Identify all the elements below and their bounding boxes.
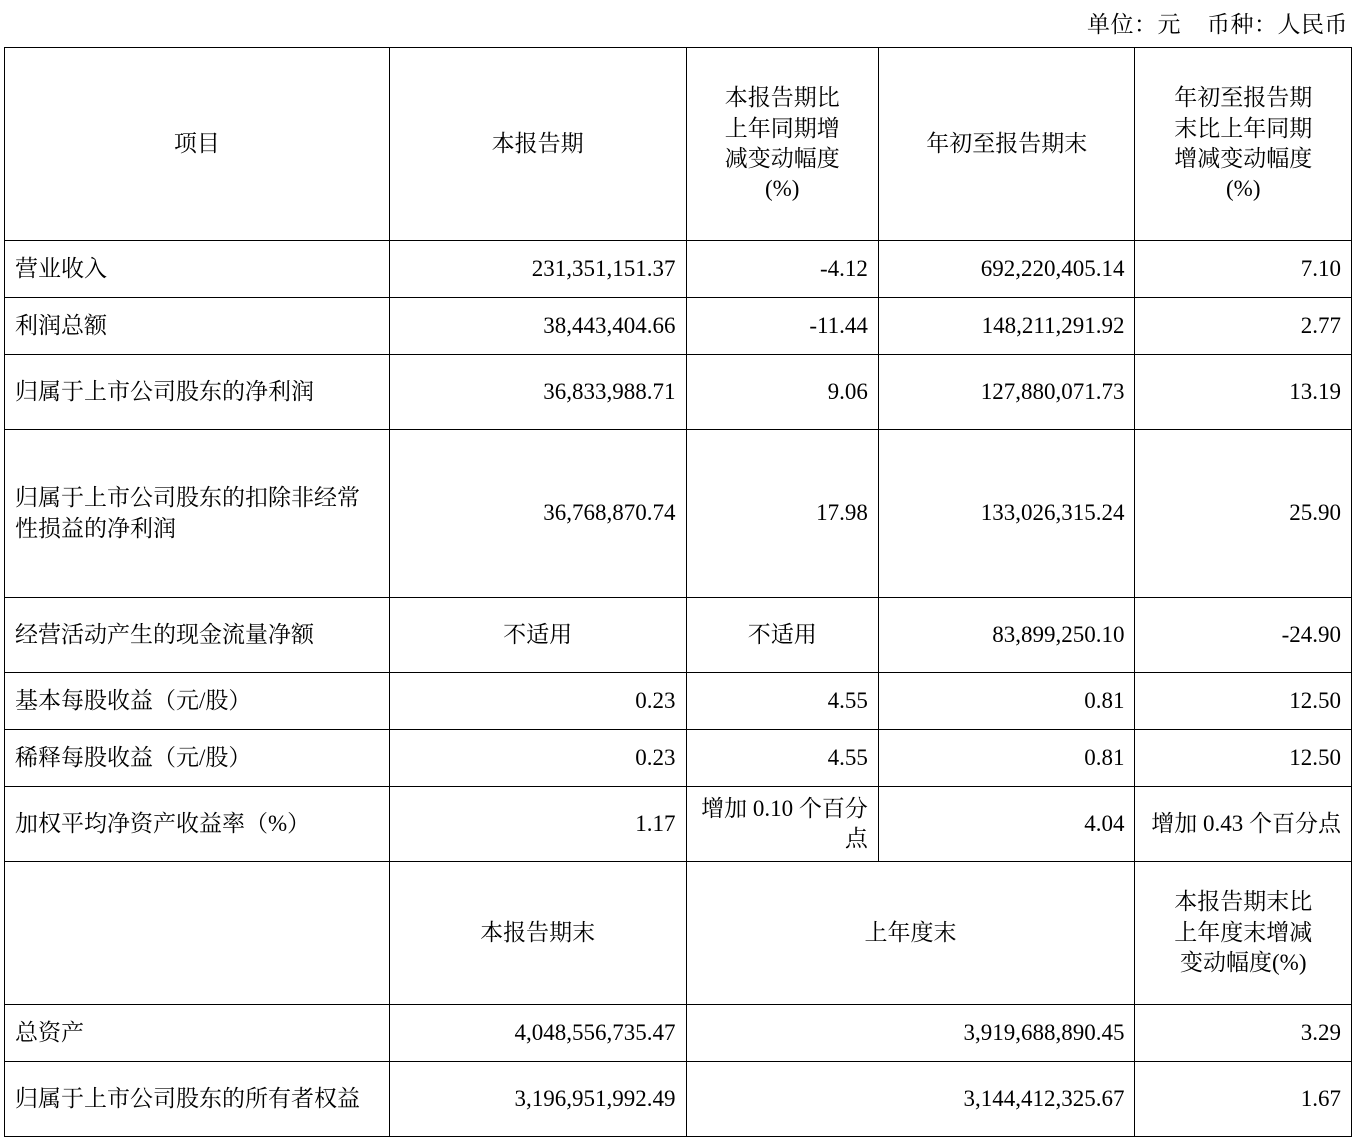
row-change-value: 1.67 (1135, 1062, 1352, 1137)
section2-header-row (5, 862, 1352, 1005)
row-item-label: 基本每股收益（元/股） (5, 673, 390, 730)
row-ytd-value: 148,211,291.92 (878, 298, 1135, 355)
table-row (5, 1062, 1352, 1137)
section2-header-last-year-end: 上年度末 (686, 862, 1135, 1005)
row-current-value: 36,833,988.71 (389, 355, 686, 430)
row-ytd-change-value: -24.90 (1135, 598, 1352, 673)
row-last-year-end-value: 3,919,688,890.45 (686, 1005, 1135, 1062)
row-last-year-end-value: 3,144,412,325.67 (686, 1062, 1135, 1137)
row-ytd-change-value: 增加 0.43 个百分点 (1135, 787, 1352, 862)
row-change-value: 4.55 (686, 673, 878, 730)
header-item: 项目 (5, 48, 390, 241)
row-ytd-change-value: 12.50 (1135, 673, 1352, 730)
row-ytd-value: 692,220,405.14 (878, 241, 1135, 298)
row-item-label: 归属于上市公司股东的扣除非经常性损益的净利润 (5, 430, 390, 598)
header-ytd-change-line-2: 末比上年同期 (1174, 115, 1313, 141)
table-row (5, 298, 1352, 355)
table-row (5, 598, 1352, 673)
row-change-value: 9.06 (686, 355, 878, 430)
header-current-change-line-4: (%) (764, 176, 800, 202)
header-ytd: 年初至报告期末 (878, 48, 1135, 241)
table-row (5, 355, 1352, 430)
currency-label: 币种：人民币 (1207, 12, 1348, 37)
row-current-value: 不适用 (389, 598, 686, 673)
row-change-value: 增加 0.10 个百分点 (686, 787, 878, 862)
row-period-end-value: 4,048,556,735.47 (389, 1005, 686, 1062)
row-current-value: 38,443,404.66 (389, 298, 686, 355)
header-ytd-change (1135, 48, 1352, 241)
header-current-change-line-1: 本报告期比 (724, 85, 840, 111)
row-item-label: 稀释每股收益（元/股） (5, 730, 390, 787)
row-ytd-change-value: 12.50 (1135, 730, 1352, 787)
row-change-value: 不适用 (686, 598, 878, 673)
table-row (5, 787, 1352, 862)
table-row (5, 430, 1352, 598)
row-change-value: -11.44 (686, 298, 878, 355)
header-ytd-change-line-4: (%) (1226, 176, 1261, 202)
header-current-change-line-2: 上年同期增 (724, 115, 840, 141)
row-current-value: 0.23 (389, 730, 686, 787)
row-ytd-value: 133,026,315.24 (878, 430, 1135, 598)
header-ytd-change-line-1: 年初至报告期 (1174, 85, 1313, 111)
row-current-value: 0.23 (389, 673, 686, 730)
row-current-value: 1.17 (389, 787, 686, 862)
table-row (5, 673, 1352, 730)
row-ytd-change-value: 13.19 (1135, 355, 1352, 430)
section2-header-period-end: 本报告期末 (389, 862, 686, 1005)
row-item-label: 利润总额 (5, 298, 390, 355)
section2-header-change-line-1: 本报告期末比 (1174, 889, 1313, 915)
table-row (5, 730, 1352, 787)
row-ytd-value: 0.81 (878, 730, 1135, 787)
unit-label: 单位：元 (1087, 12, 1181, 37)
section2-header-change-line-2: 上年度末增减 (1174, 919, 1313, 945)
row-ytd-value: 4.04 (878, 787, 1135, 862)
header-ytd-change-line-3: 增减变动幅度 (1174, 146, 1313, 171)
row-item-label: 归属于上市公司股东的所有者权益 (5, 1062, 390, 1137)
unit-note (0, 0, 1358, 47)
row-item-label: 营业收入 (5, 241, 390, 298)
row-ytd-value: 83,899,250.10 (878, 598, 1135, 673)
row-current-value: 36,768,870.74 (389, 430, 686, 598)
row-period-end-value: 3,196,951,992.49 (389, 1062, 686, 1137)
table-header-row (5, 48, 1352, 241)
row-item-label: 归属于上市公司股东的净利润 (5, 355, 390, 430)
section2-header-item (5, 862, 390, 1005)
row-change-value: 4.55 (686, 730, 878, 787)
section2-header-change-line-3: 变动幅度(%) (1180, 950, 1307, 976)
header-current-period: 本报告期 (389, 48, 686, 241)
row-ytd-value: 127,880,071.73 (878, 355, 1135, 430)
row-change-value: 17.98 (686, 430, 878, 598)
row-ytd-change-value: 7.10 (1135, 241, 1352, 298)
table-row (5, 241, 1352, 298)
row-item-label: 加权平均净资产收益率（%） (5, 787, 390, 862)
row-ytd-change-value: 2.77 (1135, 298, 1352, 355)
row-change-value: 3.29 (1135, 1005, 1352, 1062)
row-current-value: 231,351,151.37 (389, 241, 686, 298)
row-ytd-change-value: 25.90 (1135, 430, 1352, 598)
financial-summary-table (4, 47, 1352, 1137)
header-current-change (686, 48, 878, 241)
row-ytd-value: 0.81 (878, 673, 1135, 730)
section2-header-change (1135, 862, 1352, 1005)
row-item-label: 总资产 (5, 1005, 390, 1062)
header-current-change-line-3: 减变动幅度 (724, 146, 840, 171)
table-row (5, 1005, 1352, 1062)
row-item-label: 经营活动产生的现金流量净额 (5, 598, 390, 673)
row-change-value: -4.12 (686, 241, 878, 298)
